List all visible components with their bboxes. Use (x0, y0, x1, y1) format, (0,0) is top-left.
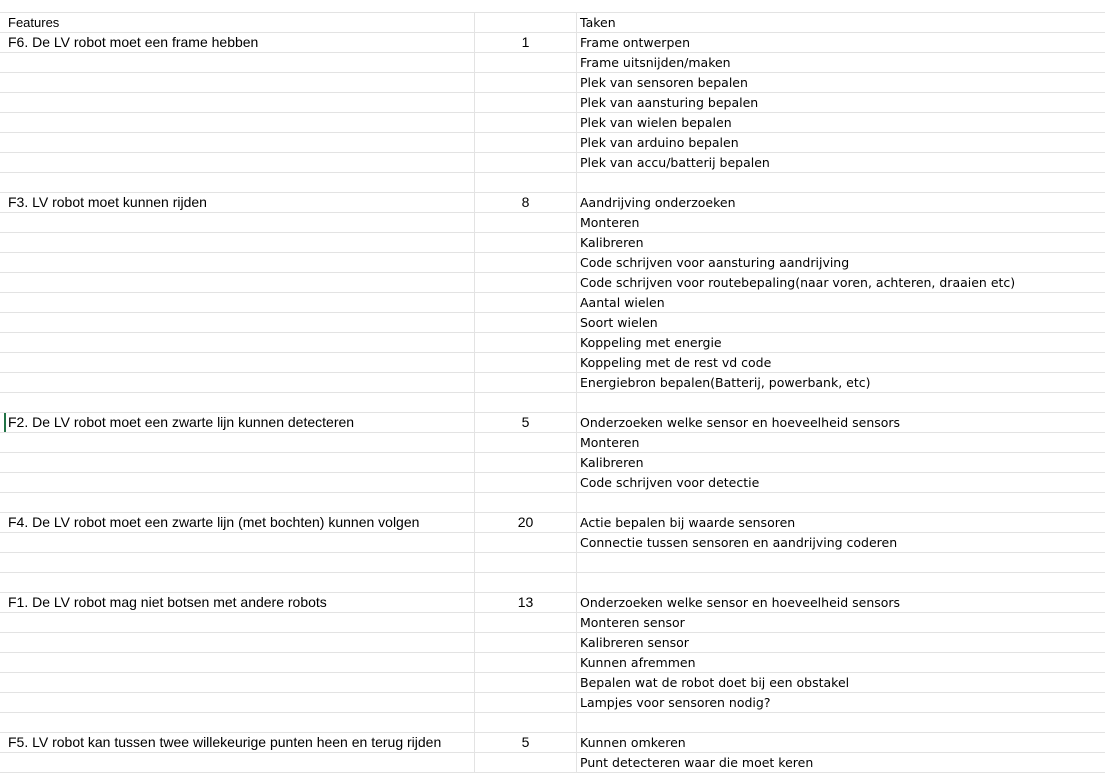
points-cell[interactable] (474, 433, 576, 452)
points-cell[interactable] (474, 73, 576, 92)
points-cell[interactable] (474, 133, 576, 152)
table-row (0, 173, 1105, 193)
feature-cell[interactable] (6, 233, 474, 252)
feature-cell[interactable] (6, 633, 474, 652)
points-cell[interactable] (474, 393, 576, 412)
feature-cell[interactable] (6, 293, 474, 312)
points-cell[interactable]: 8 (474, 193, 576, 212)
points-cell[interactable] (474, 673, 576, 692)
table-row (0, 373, 1105, 393)
task-cell[interactable]: Aantal wielen (576, 293, 1105, 312)
feature-cell[interactable]: F6. De LV robot moet een frame hebben (8, 34, 259, 50)
task-cell[interactable]: Kunnen omkeren (576, 733, 1105, 752)
table-row (0, 513, 1105, 533)
task-cell[interactable]: Plek van wielen bepalen (576, 113, 1105, 132)
task-cell[interactable] (576, 713, 1105, 732)
table-row (0, 413, 1105, 433)
task-cell[interactable]: Code schrijven voor aansturing aandrijving (576, 253, 1105, 272)
feature-cell[interactable] (6, 673, 474, 692)
points-cell[interactable] (474, 353, 576, 372)
task-cell[interactable]: Koppeling met energie (576, 333, 1105, 352)
table-row (0, 53, 1105, 73)
feature-cell[interactable] (6, 273, 474, 292)
task-cell[interactable]: Code schrijven voor routebepaling(naar voren, achteren, draaien etc) (576, 273, 1105, 292)
feature-cell[interactable] (6, 393, 474, 412)
points-cell[interactable] (474, 373, 576, 392)
active-cell-indicator (4, 413, 6, 432)
points-cell[interactable]: 1 (474, 33, 576, 52)
feature-cell[interactable] (6, 753, 474, 772)
points-cell[interactable] (474, 313, 576, 332)
task-cell[interactable]: Onderzoeken welke sensor en hoeveelheid sensors (576, 593, 1105, 612)
table-row (0, 273, 1105, 293)
task-cell[interactable] (576, 553, 1105, 572)
feature-cell[interactable]: F5. LV robot kan tussen twee willekeurige punten heen en terug rijden (8, 734, 442, 750)
header-tasks[interactable]: Taken (576, 13, 1105, 32)
points-cell[interactable] (474, 253, 576, 272)
feature-cell[interactable] (6, 493, 474, 512)
table-row (0, 713, 1105, 733)
table-row (0, 113, 1105, 133)
points-cell[interactable] (474, 713, 576, 732)
points-cell[interactable] (474, 633, 576, 652)
task-cell[interactable]: Monteren (576, 213, 1105, 232)
feature-cell[interactable] (6, 553, 474, 572)
feature-cell[interactable] (6, 173, 474, 192)
task-cell[interactable]: Punt detecteren waar die moet keren (576, 753, 1105, 772)
feature-cell[interactable] (6, 133, 474, 152)
task-cell[interactable]: Monteren (576, 433, 1105, 452)
task-cell[interactable]: Energiebron bepalen(Batterij, powerbank, etc) (576, 373, 1105, 392)
feature-cell[interactable] (6, 213, 474, 232)
task-cell[interactable]: Code schrijven voor detectie (576, 473, 1105, 492)
points-cell[interactable]: 13 (474, 593, 576, 612)
points-cell[interactable] (474, 553, 576, 572)
table-row (0, 493, 1105, 513)
task-cell[interactable]: Bepalen wat de robot doet bij een obstakel (576, 673, 1105, 692)
task-cell[interactable] (576, 393, 1105, 412)
feature-cell[interactable] (6, 373, 474, 392)
table-row (0, 733, 1105, 753)
task-cell[interactable]: Aandrijving onderzoeken (576, 193, 1105, 212)
header-features[interactable]: Features (8, 15, 60, 30)
table-row (0, 673, 1105, 693)
table-row (0, 133, 1105, 153)
points-cell[interactable] (474, 473, 576, 492)
table-row (0, 153, 1105, 173)
table-row (0, 193, 1105, 213)
points-cell[interactable] (474, 273, 576, 292)
table-row (0, 253, 1105, 273)
table-row (0, 353, 1105, 373)
points-cell[interactable] (474, 333, 576, 352)
feature-cell[interactable]: F1. De LV robot mag niet botsen met andere robots (8, 594, 327, 610)
points-cell[interactable] (474, 653, 576, 672)
table-row (0, 93, 1105, 113)
feature-cell[interactable] (6, 713, 474, 732)
task-cell[interactable]: Plek van sensoren bepalen (576, 73, 1105, 92)
task-cell[interactable]: Kalibreren (576, 453, 1105, 472)
table-row (0, 233, 1105, 253)
feature-cell[interactable] (6, 693, 474, 712)
header-points[interactable] (474, 13, 576, 32)
points-cell[interactable] (474, 173, 576, 192)
table-row (0, 393, 1105, 413)
points-cell[interactable]: 5 (474, 733, 576, 752)
points-cell[interactable] (474, 533, 576, 552)
table-row (0, 313, 1105, 333)
feature-cell[interactable] (6, 613, 474, 632)
task-cell[interactable] (576, 173, 1105, 192)
points-cell[interactable] (474, 453, 576, 472)
points-cell[interactable] (474, 293, 576, 312)
task-cell[interactable] (576, 573, 1105, 592)
table-row (0, 753, 1105, 773)
feature-cell[interactable] (6, 313, 474, 332)
points-cell[interactable]: 20 (474, 513, 576, 532)
points-cell[interactable] (474, 493, 576, 512)
task-cell[interactable]: Soort wielen (576, 313, 1105, 332)
table-row (0, 573, 1105, 593)
table-row (0, 593, 1105, 613)
feature-cell[interactable] (6, 153, 474, 172)
feature-cell[interactable] (6, 653, 474, 672)
table-row (0, 433, 1105, 453)
feature-cell[interactable] (6, 473, 474, 492)
task-cell[interactable]: Plek van aansturing bepalen (576, 93, 1105, 112)
task-cell[interactable] (576, 493, 1105, 512)
table-row (0, 213, 1105, 233)
feature-cell[interactable] (6, 573, 474, 592)
feature-cell[interactable]: F4. De LV robot moet een zwarte lijn (met bochten) kunnen volgen (8, 514, 420, 530)
feature-cell[interactable] (6, 333, 474, 352)
points-cell[interactable] (474, 213, 576, 232)
feature-cell[interactable] (6, 433, 474, 452)
points-cell[interactable] (474, 693, 576, 712)
header-row (0, 13, 1105, 33)
points-cell[interactable] (474, 573, 576, 592)
table-row (0, 473, 1105, 493)
table-row (0, 293, 1105, 313)
table-row (0, 453, 1105, 473)
table-row (0, 693, 1105, 713)
task-cell[interactable]: Connectie tussen sensoren en aandrijving coderen (576, 533, 1105, 552)
task-cell[interactable]: Plek van accu/batterij bepalen (576, 153, 1105, 172)
feature-cell[interactable] (6, 453, 474, 472)
table-row (0, 333, 1105, 353)
feature-cell[interactable] (6, 93, 474, 112)
task-cell[interactable]: Onderzoeken welke sensor en hoeveelheid sensors (576, 413, 1105, 432)
feature-cell[interactable] (6, 253, 474, 272)
table-row (0, 73, 1105, 93)
points-cell[interactable] (474, 93, 576, 112)
points-cell[interactable] (474, 233, 576, 252)
points-cell[interactable] (474, 113, 576, 132)
feature-cell[interactable] (6, 73, 474, 92)
task-cell[interactable]: Kalibreren (576, 233, 1105, 252)
feature-cell[interactable]: F2. De LV robot moet een zwarte lijn kunnen detecteren (8, 414, 355, 430)
points-cell[interactable] (474, 613, 576, 632)
task-cell[interactable]: Frame uitsnijden/maken (576, 53, 1105, 72)
task-cell[interactable]: Kunnen afremmen (576, 653, 1105, 672)
feature-cell[interactable] (6, 533, 474, 552)
table-row (0, 33, 1105, 53)
feature-cell[interactable] (6, 113, 474, 132)
points-cell[interactable] (474, 53, 576, 72)
table-row (0, 533, 1105, 553)
table-row (0, 633, 1105, 653)
task-cell[interactable]: Kalibreren sensor (576, 633, 1105, 652)
feature-cell[interactable] (6, 53, 474, 72)
feature-cell[interactable]: F3. LV robot moet kunnen rijden (8, 194, 207, 210)
points-cell[interactable] (474, 753, 576, 772)
task-cell[interactable]: Plek van arduino bepalen (576, 133, 1105, 152)
table-row (0, 613, 1105, 633)
task-cell[interactable]: Lampjes voor sensoren nodig? (576, 693, 1105, 712)
task-cell[interactable]: Koppeling met de rest vd code (576, 353, 1105, 372)
task-cell[interactable]: Actie bepalen bij waarde sensoren (576, 513, 1105, 532)
task-cell[interactable]: Frame ontwerpen (576, 33, 1105, 52)
table-row (0, 653, 1105, 673)
feature-cell[interactable] (6, 353, 474, 372)
points-cell[interactable] (474, 153, 576, 172)
task-cell[interactable]: Monteren sensor (576, 613, 1105, 632)
table-row (0, 553, 1105, 573)
points-cell[interactable]: 5 (474, 413, 576, 432)
